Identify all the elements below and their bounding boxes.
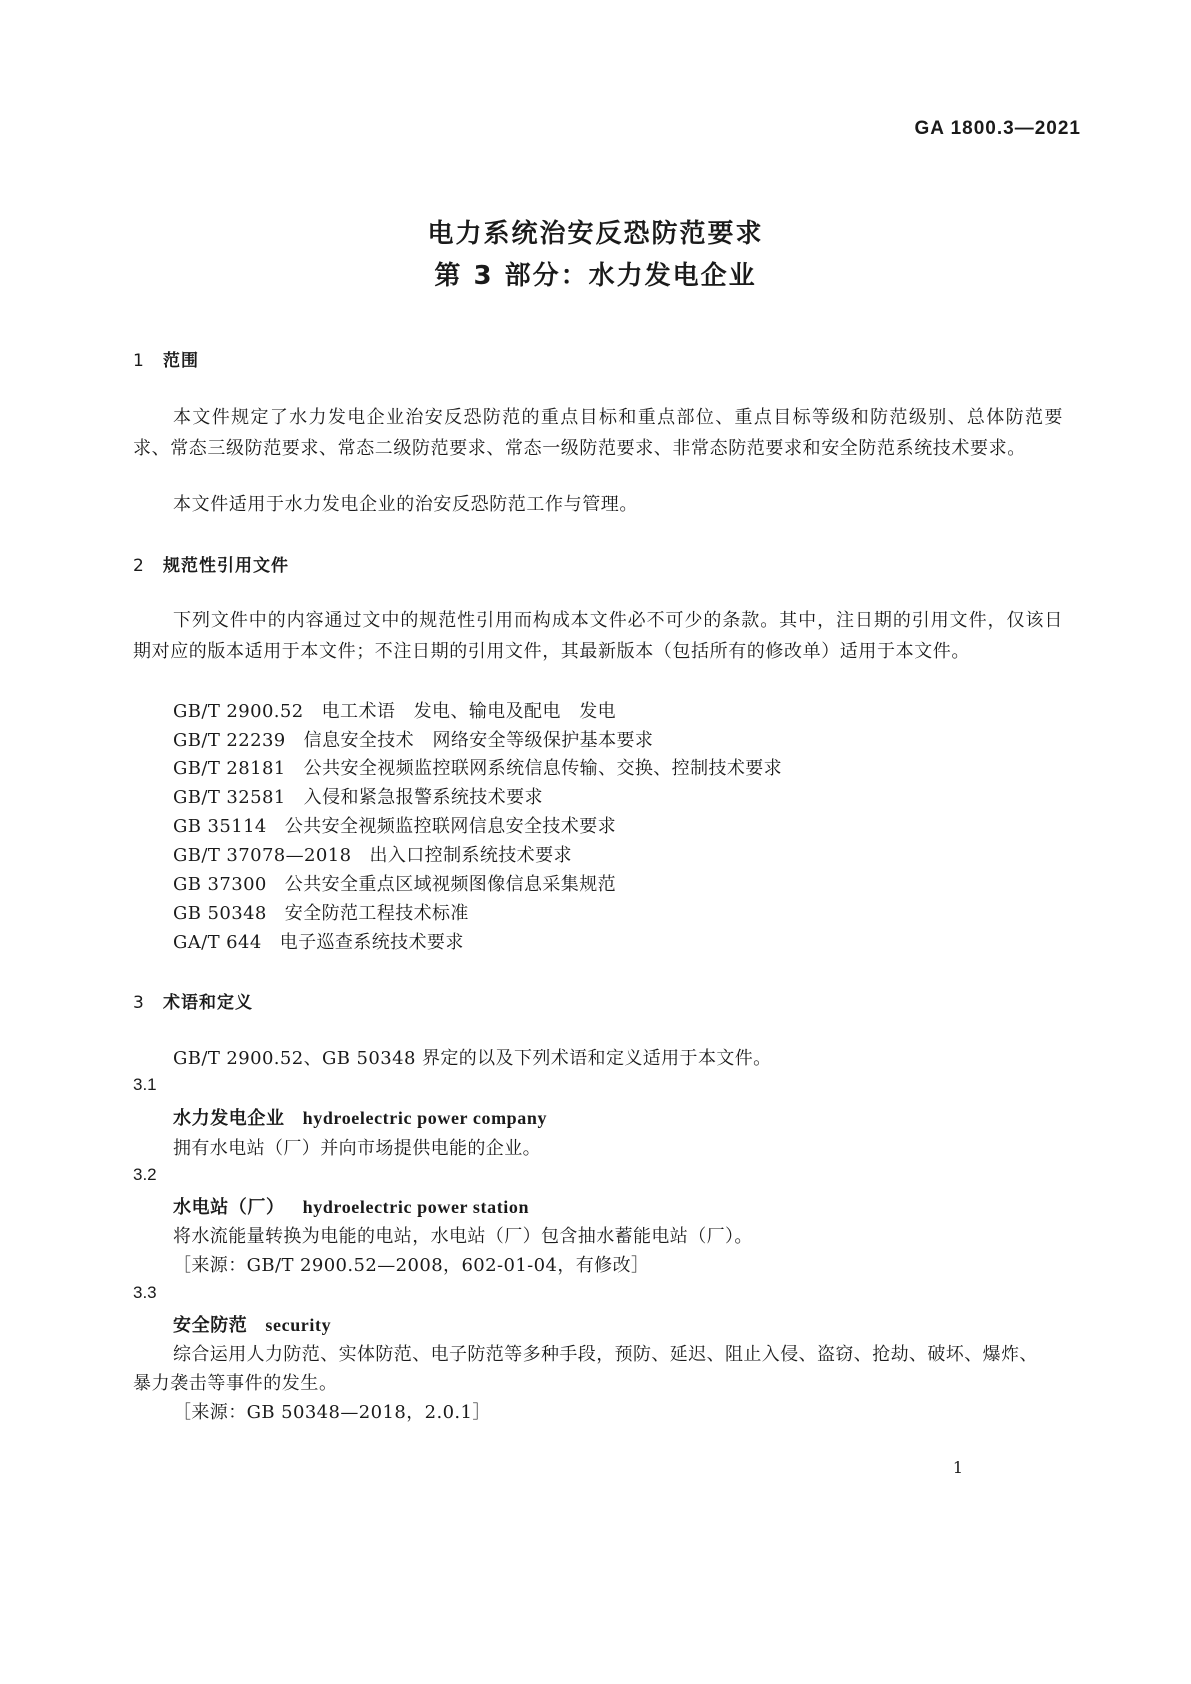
reference-item [173, 928, 464, 954]
section-title: 规范性引用文件 [163, 556, 289, 576]
references-intro: 下列文件中的内容通过文中的规范性引用而构成本文件必不可少的条款。其中，注日期的引用文件，仅该日期对应的版本适用于本文件；不注日期的引用文件，其最新版本（包括所有的修改单）适用于本文件。 [133, 610, 1063, 662]
reference-code: GB 35114 [173, 816, 267, 837]
term-name-zh: 水力发电企业 [173, 1108, 285, 1129]
section-title: 术语和定义 [163, 993, 253, 1013]
reference-code: GB/T 28181 [173, 758, 286, 779]
standard-code: GA 1800.3—2021 [914, 118, 1081, 139]
term-name [173, 1193, 529, 1219]
reference-item [173, 899, 469, 925]
page-number: 1 [952, 1458, 963, 1477]
reference-item [173, 754, 782, 780]
term-name [173, 1104, 547, 1130]
scope-paragraph-2: 本文件适用于水力发电企业的治安反恐防范工作与管理。 [173, 494, 638, 515]
reference-title: 入侵和紧急报警系统技术要求 [303, 787, 543, 808]
term-source: ［来源：GB 50348—2018，2.0.1］ [173, 1402, 491, 1423]
reference-title: 电子巡查系统技术要求 [279, 932, 464, 953]
section-heading-scope [133, 346, 199, 371]
term-name-en: security [265, 1315, 332, 1335]
term-name-en: hydroelectric power station [302, 1197, 530, 1217]
reference-title: 信息安全技术 网络安全等级保护基本要求 [303, 730, 654, 751]
reference-item [173, 841, 572, 867]
reference-title: 公共安全视频监控联网系统信息传输、交换、控制技术要求 [303, 758, 783, 779]
reference-code: GB/T 2900.52 [173, 701, 304, 722]
term-definition: 拥有水电站（厂）并向市场提供电能的企业。 [173, 1138, 541, 1159]
section-number: 1 [133, 351, 145, 371]
reference-item [173, 812, 616, 838]
reference-title: 电工术语 发电、输电及配电 发电 [321, 701, 617, 722]
term-number: 3.1 [133, 1075, 157, 1094]
reference-item [173, 697, 616, 723]
reference-code: GB/T 37078—2018 [173, 845, 352, 866]
reference-item [173, 870, 616, 896]
term-definition: 将水流能量转换为电能的电站，水电站（厂）包含抽水蓄能电站（厂）。 [173, 1226, 753, 1247]
scope-paragraph-1: 本文件规定了水力发电企业治安反恐防范的重点目标和重点部位、重点目标等级和防范级别、总体防范要求、常态三级防范要求、常态二级防范要求、常态一级防范要求、非常态防范要求和安全防范系统技术要求。 [133, 407, 1063, 459]
term-number: 3.3 [133, 1283, 157, 1302]
term-name-zh: 安全防范 [173, 1315, 248, 1336]
section-number: 3 [133, 993, 145, 1013]
reference-code: GA/T 644 [173, 932, 262, 953]
term-name-en: hydroelectric power company [302, 1108, 548, 1128]
reference-title: 出入口控制系统技术要求 [369, 845, 572, 866]
reference-title: 公共安全视频监控联网信息安全技术要求 [284, 816, 616, 837]
reference-code: GB 50348 [173, 903, 267, 924]
terms-intro: GB/T 2900.52、GB 50348 界定的以及下列术语和定义适用于本文件。 [173, 1048, 772, 1069]
term-source: ［来源：GB/T 2900.52—2008，602-01-04，有修改］ [173, 1255, 650, 1276]
reference-code: GB/T 22239 [173, 730, 286, 751]
section-title: 范围 [163, 351, 199, 371]
reference-title: 安全防范工程技术标准 [284, 903, 469, 924]
term-name [173, 1311, 331, 1337]
term-definition: 综合运用人力防范、实体防范、电子防范等多种手段，预防、延迟、阻止入侵、盗窃、抢劫、破坏、爆炸、 [173, 1344, 1038, 1365]
reference-item [173, 783, 543, 809]
term-name-zh: 水电站（厂） [173, 1197, 285, 1218]
reference-code: GB/T 32581 [173, 787, 286, 808]
term-number: 3.2 [133, 1165, 157, 1184]
section-number: 2 [133, 556, 145, 576]
document-title: 电力系统治安反恐防范要求 [427, 219, 764, 249]
reference-title: 公共安全重点区域视频图像信息采集规范 [284, 874, 616, 895]
document-subtitle: 第 3 部分：水力发电企业 [434, 261, 757, 291]
section-heading-terms [133, 988, 253, 1013]
reference-item [173, 726, 653, 752]
section-heading-normative-references [133, 551, 289, 576]
term-definition-continued: 暴力袭击等事件的发生。 [133, 1373, 338, 1394]
reference-code: GB 37300 [173, 874, 267, 895]
